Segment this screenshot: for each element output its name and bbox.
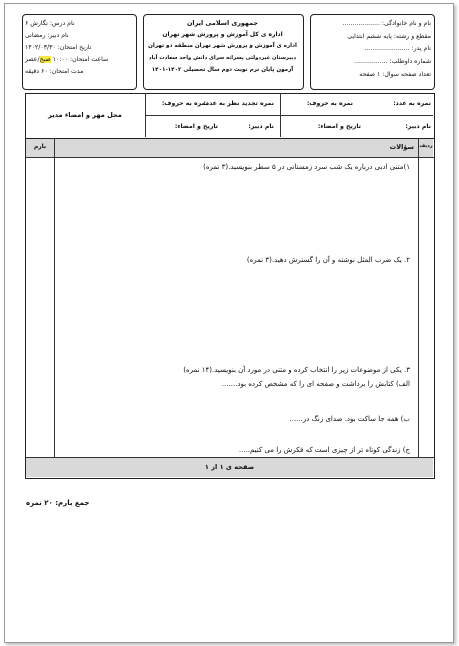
score-word-label: نمره به حروف: [306, 100, 353, 107]
review-word-label: نمره به حروف: [161, 100, 208, 107]
exam-time-evening: عصر [25, 56, 38, 63]
exam-time-morning: صبح [39, 56, 51, 63]
exam-duration: مدت امتحان: ۶۰ دقیقه [25, 68, 84, 75]
seat-number: شماره داوطلب: ................. [354, 58, 431, 65]
review-number-label: نمره تجدید نظر به عدد: [203, 100, 274, 107]
question-area [55, 158, 418, 457]
header-line-1: جمهوری اسلامی ایران [186, 19, 259, 27]
exam-time-label: ساعت امتحان: ۱۰:۰۰ [52, 56, 109, 63]
exam-date: تاریخ امتحان: ۱۴۰۲/۰۳/۳۰ [25, 44, 92, 51]
column-score-label: بارم [33, 143, 47, 150]
date-sign-label-2: تاریخ و امضاء: [174, 123, 218, 130]
questions-table-header [26, 139, 433, 157]
header-line-2: اداره ی کل آموزش و پرورش شهر تهران [162, 31, 283, 38]
question-3-option-c: ج) زندگی کوتاه تر از چیزی است که فکرش را می کنیم..... [238, 446, 410, 454]
exam-time [25, 56, 108, 63]
father-name: نام پدر: ....................... [364, 45, 431, 52]
question-3-option-a: الف) کتابش را برداشت و صفحه ای را که مشخص کرده بود....... [221, 380, 410, 388]
header-line-4: دبیرستان غیردولتی پسرانه سرای دانش واحد سعادت آباد [148, 55, 297, 61]
header-line-3: اداره ی آموزش و پرورش شهر تهران منطقه دو تهران [148, 43, 297, 49]
question-1: ۱)متنی ادبی درباره یک شب سرد زمستانی در ۵ سطر بنویسید.(۳ نمره) [203, 163, 410, 171]
header-line-5: آزمون پایان ترم نوبت دوم سال تحصیلی ۱۴۰۲-۱۴۰۱ [151, 67, 294, 73]
exam-time-sep: / [37, 56, 40, 63]
page-indicator: صفحه ی ۱ از ۱ [204, 463, 255, 471]
total-score: جمع بارم: ۲۰ نمره [26, 499, 90, 507]
question-2: ۲. یک ضرب المثل نوشته و آن را گسترش دهید.(۳ نمره) [246, 256, 410, 264]
course-name: نام درس: نگارش ۶ [25, 20, 75, 27]
student-name: نام و نام خانوادگی: ................... [342, 20, 431, 27]
teacher-name: نام دبیر: رمضانی [25, 32, 69, 39]
teacher-label-1: نام دبیر: [405, 123, 431, 130]
date-sign-label-1: تاریخ و امضاء: [317, 123, 361, 130]
student-grade: مقطع و رشته: پایه ششم ابتدایی [347, 33, 431, 40]
question-3-option-b: ب) همه جا ساکت بود. صدای زنگ در...... [289, 415, 410, 423]
question-3: ۳. یکی از موضوعات زیر را انتخاب کرده و متنی در مورد آن بنویسید.(۱۴ نمره) [183, 366, 410, 374]
column-row-label: ردیف [419, 143, 433, 149]
principal-stamp-label: محل مهر و امضاء مدیر [48, 111, 122, 119]
teacher-label-2: نام دبیر: [248, 123, 274, 130]
column-questions-label: سؤالات [389, 143, 414, 151]
score-number-label: نمره به عدد: [393, 100, 431, 107]
page-count: تعداد صفحه سوال: ۱ صفحه [359, 71, 431, 78]
